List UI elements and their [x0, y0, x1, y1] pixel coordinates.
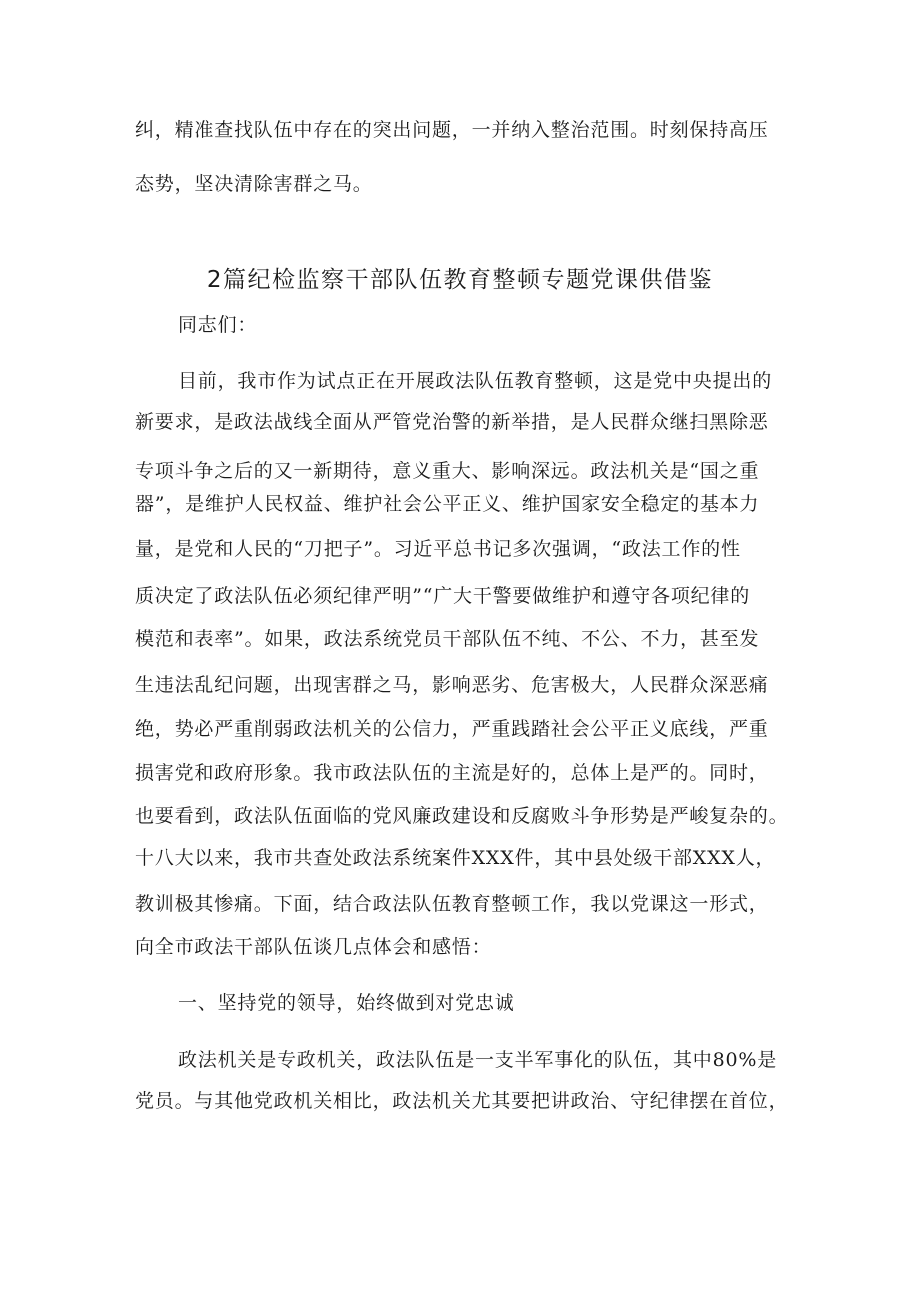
- paragraph-1-line: 专项斗争之后的又一新期待，意义重大、影响深远。政法机关是“国之重: [135, 460, 760, 482]
- paragraph-1-line: 量，是党和人民的“刀把子”。习近平总书记多次强调，“政法工作的性: [135, 538, 741, 560]
- salutation: 同志们：: [178, 314, 258, 336]
- paragraph-1-line: 新要求，是政法战线全面从严管党治警的新举措，是人民群众继扫黑除恶: [135, 411, 769, 433]
- paragraph-1-line: 教训极其惨痛。下面，结合政法队伍教育整顿工作，我以党课这一形式，: [135, 893, 769, 915]
- paragraph-2-line: 政法机关是专政机关，政法队伍是一支半军事化的队伍，其中80%是: [178, 1049, 778, 1071]
- paragraph-1-line: 也要看到，政法队伍面临的党风廉政建设和反腐败斗争形势是严峻复杂的。: [135, 805, 789, 827]
- paragraph-1-line: 绝，势必严重削弱政法机关的公信力，严重践踏社会公平正义底线，严重: [135, 718, 769, 740]
- intro-line-2: 态势，坚决清除害群之马。: [135, 173, 373, 195]
- paragraph-1-line: 生违法乱纪问题，出现害群之马，影响恶劣、危害极大，人民群众深恶痛: [135, 674, 769, 696]
- paragraph-1-line: 十八大以来，我市共查处政法系统案件XXX件，其中县处级干部XXX人，: [135, 847, 776, 869]
- heading-1: 一、坚持党的领导，始终做到对党忠诚: [178, 992, 515, 1014]
- paragraph-1-line: 目前，我市作为试点正在开展政法队伍教育整顿，这是党中央提出的: [178, 370, 773, 392]
- paragraph-1-line: 损害党和政府形象。我市政法队伍的主流是好的，总体上是严的。同时，: [135, 762, 769, 784]
- paragraph-1-line: 模范和表率”。如果，政法系统党员干部队伍不纯、不公、不力，甚至发: [135, 628, 760, 650]
- paragraph-1-line: 器”，是维护人民权益、维护社会公平正义、维护国家安全稳定的基本力: [135, 493, 760, 515]
- paragraph-2-line: 党员。与其他党政机关相比，政法机关尤其要把讲政治、守纪律摆在首位，: [135, 1090, 789, 1112]
- paragraph-1-line: 向全市政法干部队伍谈几点体会和感悟：: [135, 936, 492, 958]
- paragraph-1-line: 质决定了政法队伍必须纪律严明”“广大干警要做维护和遵守各项纪律的: [135, 585, 751, 607]
- section-title: 2篇纪检监察干部队伍教育整顿专题党课供借鉴: [206, 267, 714, 293]
- intro-line-1: 纠，精准查找队伍中存在的突出问题，一并纳入整治范围。时刻保持高压: [135, 119, 769, 141]
